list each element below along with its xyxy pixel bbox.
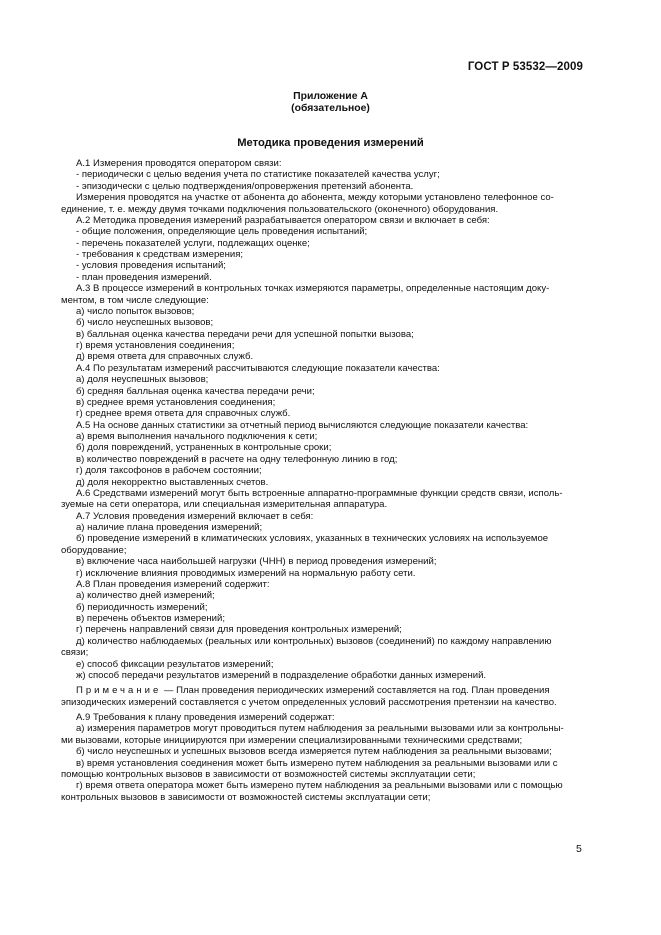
document-body <box>61 158 583 803</box>
paragraph-line: в) количество повреждений в расчете на одну телефонную линию в год; <box>76 453 398 465</box>
paragraph-line: зуемые на сети оператора, или специальная измерительная аппаратура. <box>61 499 388 511</box>
paragraph-line: - требования к средствам измерения; <box>76 249 244 260</box>
paragraph-line: г) среднее время ответа для справочных служб. <box>76 408 291 420</box>
paragraph-line: б) проведение измерений в климатических условиях, указанных в технических условиях на используемое <box>76 533 549 545</box>
paragraph-line: б) число неуспешных и успешных вызовов всегда измеряется путем наблюдения за реальными вызовами; <box>76 746 552 758</box>
note-line <box>61 685 583 696</box>
note-text: — План проведения периодических измерений составляется на год. План проведения <box>161 685 550 697</box>
page-number: 5 <box>576 843 582 855</box>
paragraph-line: А.5 На основе данных статистики за отчетный период вычисляются следующие показатели качества: <box>76 419 529 431</box>
paragraph-line: - периодически с целью ведения учета по статистике показателей качества услуг; <box>76 169 440 181</box>
paragraph-line: д) доля некорректно выставленных счетов. <box>76 476 269 488</box>
paragraph-line: А.6 Средствами измерений могут быть встроенные аппаратно-программные функции средств связи, исполь- <box>76 487 563 499</box>
paragraph-line: г) исключение влияния проводимых измерений на нормальную работу сети. <box>76 567 416 579</box>
paragraph-line: Измерения проводятся на участке от абонента до абонента, между которыми установлено телефонное со- <box>76 192 554 204</box>
paragraph-line: г) время ответа оператора может быть измерено путем наблюдения за реальными вызовами или с помощью <box>76 780 563 792</box>
paragraph-line: г) время установления соединения; <box>76 340 235 351</box>
paragraph-line: д) количество наблюдаемых (реальных или контрольных) вызовов (соединений) по каждому направлению <box>76 635 552 647</box>
paragraph-line: а) измерения параметров могут проводиться путем наблюдения за реальными вызовами или за контрольны- <box>76 723 564 735</box>
paragraph-line: е) способ фиксации результатов измерений; <box>76 658 274 670</box>
note-line: эпизодических измерений составляется с учетом определенных условий рассмотрения претензии на качество. <box>61 696 557 708</box>
appendix-title: Приложение А <box>293 91 368 102</box>
paragraph-line: ж) способ передачи результатов измерений в подразделение обработки данных измерений. <box>76 669 487 681</box>
paragraph-line: ми вызовами, которые инициируются при измерении специализированными техническими средствами; <box>61 734 523 746</box>
paragraph-line: - план проведения измерений. <box>76 271 212 283</box>
paragraph-line: А.9 Требования к плану проведения измерений содержат: <box>76 712 335 723</box>
paragraph-line: - общие положения, определяющие цель проведения испытаний; <box>76 226 368 238</box>
paragraph-line: помощью контрольных вызовов в зависимости от возможностей системы эксплуатации сети; <box>61 768 476 780</box>
paragraph-line: а) число попыток вызовов; <box>76 305 195 317</box>
paragraph-line: а) наличие плана проведения измерений; <box>76 522 263 533</box>
paragraph-line: А.8 План проведения измерений содержит: <box>76 578 270 590</box>
paragraph-line: д) время ответа для справочных служб. <box>76 351 254 363</box>
paragraph-line: а) доля неуспешных вызовов; <box>76 374 209 386</box>
paragraph-line: б) средняя балльная оценка качества передачи речи; <box>76 385 315 397</box>
paragraph-line: в) среднее время установления соединения; <box>76 396 276 408</box>
paragraph-line: в) перечень объектов измерений; <box>76 613 225 624</box>
paragraph-line: А.2 Методика проведения измерений разрабатывается оператором связи и включает в себя: <box>76 214 490 226</box>
paragraph-line: оборудование; <box>61 544 127 556</box>
appendix-heading <box>0 91 661 115</box>
paragraph-line: г) доля таксофонов в рабочем состоянии; <box>76 465 262 477</box>
paragraph-line: в) включение часа наибольшей нагрузки (ЧНН) в период проведения измерений; <box>76 556 437 568</box>
paragraph-line: А.4 По результатам измерений рассчитываются следующие показатели качества: <box>76 362 440 374</box>
paragraph-line: б) число неуспешных вызовов; <box>76 317 214 329</box>
paragraph-line: ментом, в том числе следующие: <box>61 294 209 306</box>
paragraph-line: в) балльная оценка качества передачи речи для успешной попытки вызова; <box>76 328 414 340</box>
appendix-status: (обязательное) <box>291 103 370 114</box>
paragraph-line: - условия проведения испытаний; <box>76 260 226 272</box>
paragraph-line: контрольных вызовов в зависимости от возможностей системы эксплуатации сети; <box>61 791 431 803</box>
paragraph-line: в) время установления соединения может быть измерено путем наблюдения за реальными вызовами или с <box>76 757 558 769</box>
paragraph-line: А.1 Измерения проводятся оператором связи: <box>76 158 282 169</box>
paragraph-line: г) перечень направлений связи для проведения контрольных измерений; <box>76 624 402 636</box>
paragraph-line: б) доля повреждений, устраненных в контрольные сроки; <box>76 442 332 454</box>
paragraph-line: А.3 В процессе измерений в контрольных точках измеряются параметры, определенные настоящим доку- <box>76 283 550 295</box>
paragraph-line: а) время выполнения начального подключения к сети; <box>76 431 318 442</box>
section-title: Методика проведения измерений <box>237 137 424 149</box>
paragraph-line: связи; <box>61 647 89 659</box>
paragraph-line: б) периодичность измерений; <box>76 601 208 613</box>
paragraph-line: - перечень показателей услуги, подлежащих оценке; <box>76 237 310 249</box>
paragraph-line: единение, т. е. между двумя точками подключения пользовательского (оконечного) оборудования. <box>61 203 499 215</box>
note-label: Примечание <box>76 685 162 697</box>
paragraph-line: А.7 Условия проведения измерений включает в себя: <box>76 510 314 522</box>
paragraph-line: - эпизодически с целью подтверждения/опровержения претензий абонента. <box>76 180 414 192</box>
paragraph-line: а) количество дней измерений; <box>76 590 215 602</box>
document-code: ГОСТ Р 53532—2009 <box>467 61 583 73</box>
